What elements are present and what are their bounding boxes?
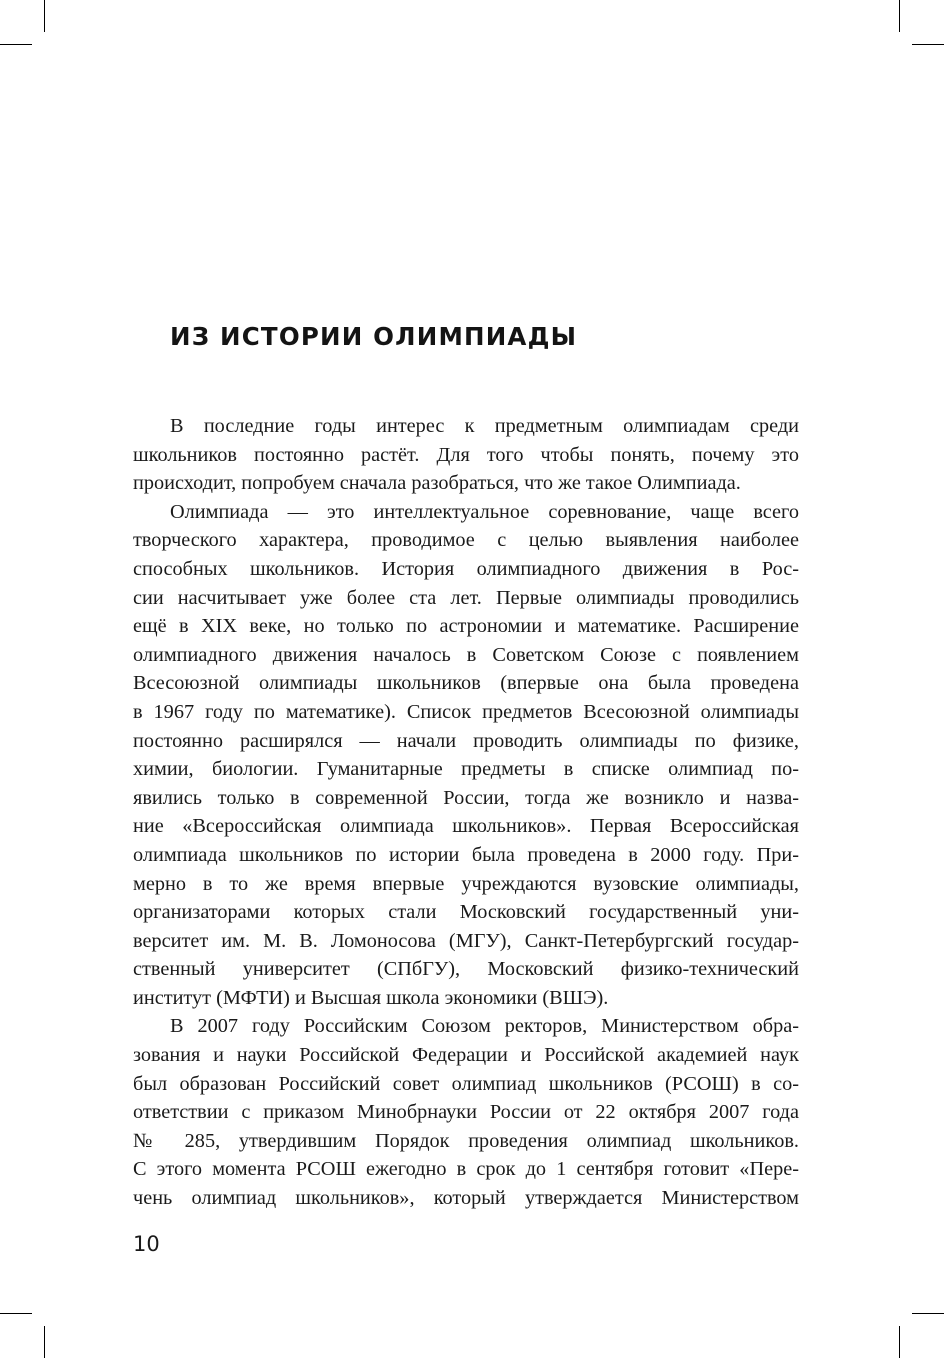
paragraph-2 — [133, 498, 799, 1013]
text-line: Всесоюзной олимпиады школьников (впервые она была проведена — [133, 672, 799, 695]
text-line: В последние годы интерес к предметным олимпиадам среди — [170, 415, 799, 437]
text-line: способных школьников. История олимпиадного движения в Рос- — [133, 557, 799, 580]
crop-mark-top-left — [44, 0, 45, 32]
text-line: В 2007 году Российским Союзом ректоров, Министерством обра- — [170, 1015, 799, 1038]
text-line: верситет им. М. В. Ломоносова (МГУ), Санкт-Петербургский государ- — [133, 929, 799, 952]
crop-mark-top-left-h — [0, 44, 32, 45]
text-line: институт (МФТИ) и Высшая школа экономики (ВШЭ). — [133, 986, 609, 1009]
text-line: в 1967 году по математике). Список предметов Всесоюзной олимпиады — [133, 700, 799, 723]
text-line: чень олимпиад школьников», который утверждается Министерством — [133, 1187, 799, 1210]
crop-mark-top-right — [899, 0, 900, 32]
text-line: происходит, попробуем сначала разобраться, что же такое Олимпиада. — [133, 472, 741, 495]
crop-mark-bottom-left-h — [0, 1313, 32, 1314]
text-line: олимпиада школьников по истории была проведена в 2000 году. При- — [133, 843, 799, 866]
text-line: олимпиадного движения началось в Советском Союзе с появлением — [133, 643, 799, 666]
text-line: организаторами которых стали Московский государственный уни- — [133, 901, 799, 924]
text-line: ответствии с приказом Минобрнауки России от 22 октября 2007 года — [133, 1101, 799, 1124]
text-line: № 285, утвердившим Порядок проведения олимпиад школьников. — [133, 1129, 799, 1152]
text-line: сии насчитывает уже более ста лет. Первые олимпиады проводились — [133, 586, 799, 609]
text-line: явились только в современной России, тогда же возникло и назва- — [133, 786, 799, 809]
text-line: творческого характера, проводимое с целью выявления наиболее — [133, 529, 799, 552]
paragraph-1 — [133, 412, 799, 498]
text-line: С этого момента РСОШ ежегодно в срок до 1 сентября готовит «Пере- — [133, 1158, 799, 1181]
paragraph-3 — [133, 1012, 799, 1212]
text-line: ещё в XIX веке, но только по астрономии и математике. Расширение — [133, 615, 799, 638]
text-line: Олимпиада — это интеллектуальное соревнование, чаще всего — [170, 500, 799, 523]
crop-mark-bottom-right — [899, 1326, 900, 1358]
crop-mark-bottom-right-h — [912, 1313, 944, 1314]
chapter-heading: ИЗ ИСТОРИИ ОЛИМПИАДЫ — [170, 322, 578, 351]
text-line: ственный университет (СПбГУ), Московский физико-технический — [133, 958, 799, 981]
crop-mark-bottom-left — [44, 1326, 45, 1358]
text-line: химии, биологии. Гуманитарные предметы в списке олимпиад по- — [133, 758, 799, 781]
text-line: был образован Российский совет олимпиад школьников (РСОШ) в со- — [133, 1072, 799, 1095]
body-text — [133, 412, 799, 1213]
text-line: ние «Всероссийская олимпиада школьников». Первая Всероссийская — [133, 815, 799, 838]
text-line: постоянно расширялся — начали проводить олимпиады по физике, — [133, 729, 799, 752]
page-number: 10 — [133, 1232, 160, 1256]
crop-mark-top-right-h — [912, 44, 944, 45]
text-line: школьников постоянно растёт. Для того чтобы понять, почему это — [133, 443, 799, 466]
text-line: зования и науки Российской Федерации и Российской академией наук — [133, 1044, 799, 1067]
text-line: мерно в то же время впервые учреждаются вузовские олимпиады, — [133, 872, 799, 895]
